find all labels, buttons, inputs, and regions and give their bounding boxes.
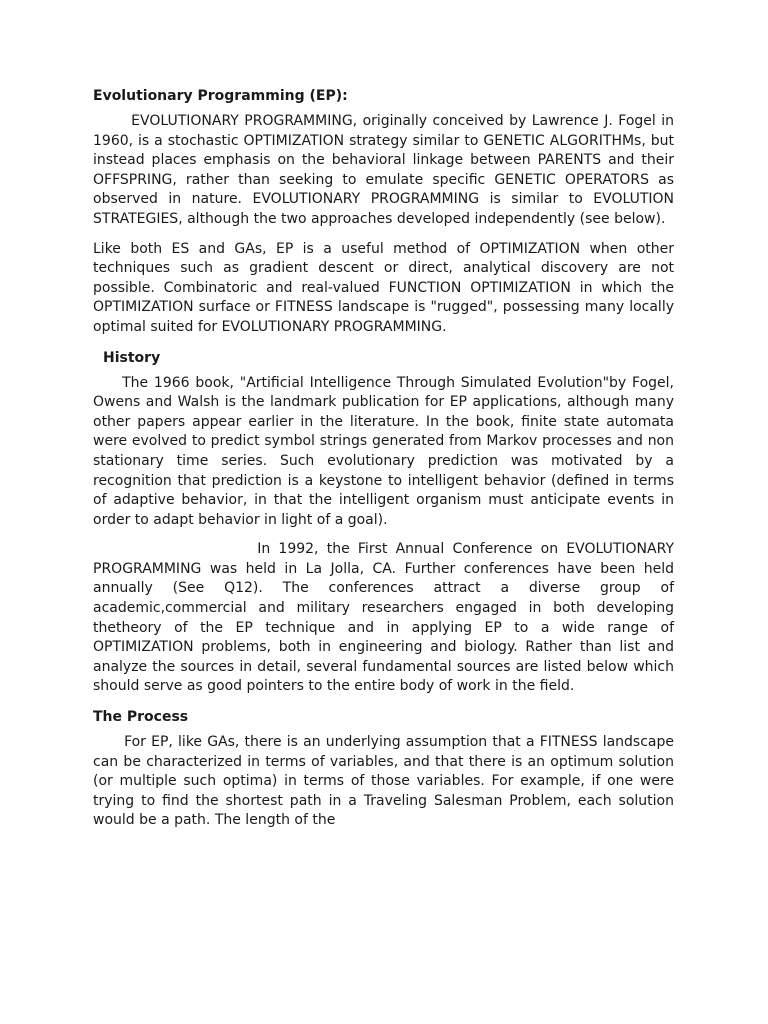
paragraph-history-conference: In 1992, the First Annual Conference on EVOLUTIONARY PROGRAMMING was held in La Jolla, CA. Further conferences have been held annually (See Q12). The conferences attract a diverse group of academic,commercial and military researchers engaged in both developing thetheory of the EP technique and in applying EP to a wide range of OPTIMIZATION problems, both in engineering and biology. Rather than list and analyze the sources in detail, several fundamental sources are listed below which should serve as good pointers to the entire body of work in the field.: [93, 541, 674, 695]
section-heading-process: The Process: [93, 709, 189, 726]
paragraph-process: For EP, like GAs, there is an underlying assumption that a FITNESS landscape can be characterized in terms of variables, and that there is an optimum solution (or multiple such optima) in terms of those variables. For example, if one were trying to find the shortest path in a Traveling Salesman Problem, each solution would be a path. The length of the: [93, 734, 674, 829]
section-heading-history: History: [103, 349, 161, 366]
document-page: [93, 86, 674, 841]
paragraph-ep-intro: EVOLUTIONARY PROGRAMMING, originally conceived by Lawrence J. Fogel in 1960, is a stochastic OPTIMIZATION strategy similar to GENETIC ALGORITHMs, but instead places emphasis on the behavioral linkage between PARENTS and their OFFSPRING, rather than seeking to emulate specific GENETIC OPERATORS as observed in nature. EVOLUTIONARY PROGRAMMING is similar to EVOLUTION STRATEGIES, although the two approaches developed independently (see below).: [93, 113, 674, 227]
paragraph-history-book: The 1966 book, "Artificial Intelligence Through Simulated Evolution"by Fogel, Owens and Walsh is the landmark publication for EP applications, although many other papers appear earlier in the literature. In the book, finite state automata were evolved to predict symbol strings generated from Markov processes and non stationary time series. Such evolutionary prediction was motivated by a recognition that prediction is a keystone to intelligent behavior (defined in terms of adaptive behavior, in that the intelligent organism must anticipate events in order to adapt behavior in light of a goal).: [93, 374, 674, 528]
section-heading-ep: Evolutionary Programming (EP):: [93, 88, 348, 104]
paragraph-ep-usefulness: Like both ES and GAs, EP is a useful method of OPTIMIZATION when other techniques such as gradient descent or direct, analytical discovery are not possible. Combinatoric and real-valued FUNCTION OPTIMIZATION in which the OPTIMIZATION surface or FITNESS landscape is "rugged", possessing many locally optimal suited for EVOLUTIONARY PROGRAMMING.: [93, 240, 674, 335]
